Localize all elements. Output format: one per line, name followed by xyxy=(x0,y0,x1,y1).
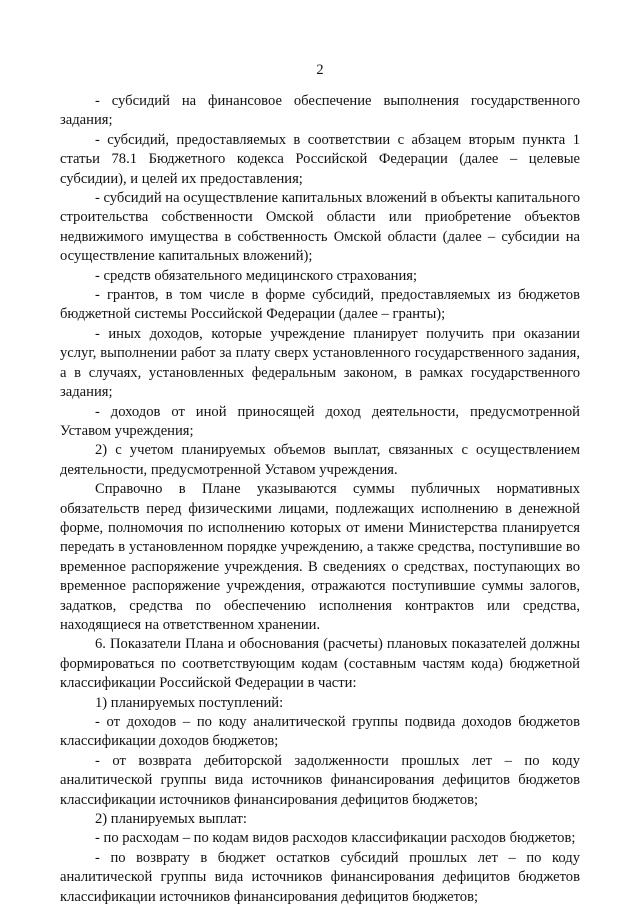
paragraph-subsidy-balance-return: - по возврату в бюджет остатков субсидий прошлых лет – по коду аналитической группы вида источников финансирования дефицитов бюджетов классификации источников финансирования дефицитов бюджетов; xyxy=(60,849,580,905)
paragraph-capital-investment-subsidies: - субсидий на осуществление капитальных вложений в объекты капитального строительства собственности Омской области или приобретение объектов недвижимого имущества в собственность Омской области (далее – субсидии на осуществление капитальных вложений); xyxy=(60,190,580,265)
paragraph-planned-payments-heading: 2) планируемых выплат: xyxy=(95,811,247,828)
paragraph-planned-receipts: 1) планируемых поступлений: xyxy=(95,694,284,711)
paragraph-medical-insurance-funds: - средств обязательного медицинского страхования; xyxy=(95,267,418,284)
paragraph-planned-payments: 2) с учетом планируемых объемов выплат, связанных с осуществлением деятельности, предусмотренной Уставом учреждения. xyxy=(60,442,580,478)
paragraph-subsidies-state-task: - субсидий на финансовое обеспечение выполнения государственного задания; xyxy=(60,93,580,129)
paragraph-other-income: - иных доходов, которые учреждение планирует получить при оказании услуг, выполнении работ за плату сверх установленного государственного задания, а в случаях, установленных федеральным законом, в рамках государственного задания; xyxy=(60,325,580,401)
paragraph-receivables-return: - от возврата дебиторской задолженности прошлых лет – по коду аналитической группы вида источников финансирования дефицитов бюджетов классификации источников финансирования дефицитов бюджетов; xyxy=(60,752,580,808)
paragraph-receipts-from-income: - от доходов – по коду аналитической группы подвида доходов бюджетов классификации доходов бюджетов; xyxy=(60,714,580,750)
page-number: 2 xyxy=(316,62,324,78)
paragraph-target-subsidies: - субсидий, предоставляемых в соответствии с абзацем вторым пункта 1 статьи 78.1 Бюджетного кодекса Российской Федерации (далее – целевые субсидии), и целей их предоставления; xyxy=(60,131,580,187)
paragraph-income-generating-activity: - доходов от иной приносящей доход деятельности, предусмотренной Уставом учреждения; xyxy=(60,403,580,439)
paragraph-expenses: - по расходам – по кодам видов расходов классификации расходов бюджетов; xyxy=(95,830,576,847)
paragraph-section-6: 6. Показатели Плана и обоснования (расчеты) плановых показателей должны формироваться по соответствующим кодам (составным частям кода) бюджетной классификации Российской Федерации в части: xyxy=(60,636,580,692)
paragraph-grants: - грантов, в том числе в форме субсидий, предоставляемых из бюджетов бюджетной системы Российской Федерации (далее – гранты); xyxy=(60,287,580,323)
paragraph-public-obligations: Справочно в Плане указываются суммы публичных нормативных обязательств перед физическими лицами, подлежащих исполнению в денежной форме, полномочия по исполнению которых от имени Министерства планируется передать в установленном порядке учреждению, а также средства, поступившие во временное распоряжение учреждения. В сведениях о средствах, поступающих во временное распоряжение учреждения, отражаются поступившие суммы залогов, задатков, средства по обеспечению исполнения контрактов или средства, находящиеся на ответственном хранении. xyxy=(60,481,580,633)
document-body xyxy=(60,92,580,907)
